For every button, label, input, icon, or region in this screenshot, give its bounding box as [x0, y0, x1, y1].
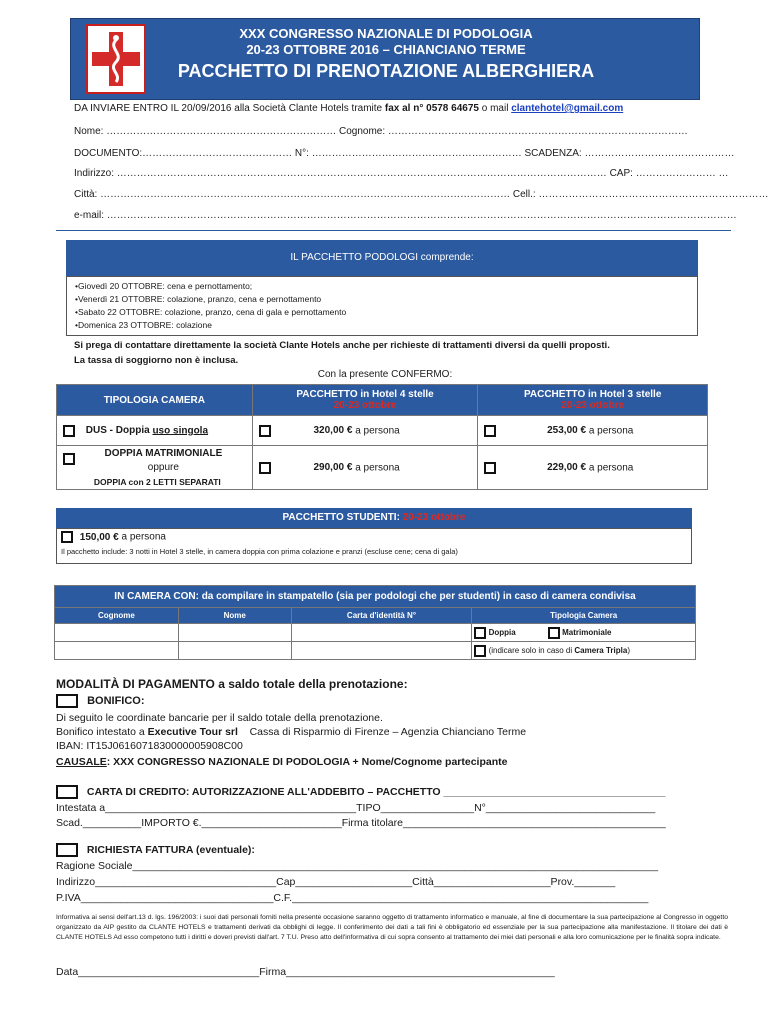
col-4-stars: PACCHETTO in Hotel 4 stelle 20-23 ottobre [252, 385, 478, 416]
table-row: (indicare solo in caso di Camera Tripla) [55, 642, 696, 660]
cognome-cell[interactable] [55, 624, 179, 642]
package-item: •Venerdì 21 OTTOBRE: colazione, pranzo, cena e pernottamento [75, 294, 322, 304]
name-field[interactable]: Nome: …………………………………………………………… Cognome: ……………………………………………………………………………… [74, 126, 688, 137]
privacy-notice: Informativa ai sensi dell'art.13 d. lgs. 196/2003: i suoi dati personali forniti nella presente occasione saranno oggetto di trattamento informatico e manuale, al fine di documentare la sua partecipazione al Congresso in oggetto organizzato da AIP gestito da CLANTE HOTELS e trattamenti derivati da obblighi di legge. Il conferimento dei dati a tali fini è obbligatorio ed essenziale per la sua partecipazione alla manifestazione. Il titolare dei dati è CLANTE HOTELS Ad esso competono tutti i diritti e doveri previsti dall'art. 7 T.U. Preso atto dell'informativa di cui sopra consento al trattamento dei miei dati personali e alla loro comunicazione per le finalità sopra indicate. [56, 914, 728, 941]
students-body: 150,00 € a persona Il pacchetto include: 3 notti in Hotel 3 stelle, in camera doppia con prima colazione e pranzi (escluse cene; cena di gala) [56, 528, 692, 564]
checkbox[interactable] [548, 627, 560, 639]
email-field[interactable]: e-mail: ……………………………………………………………………………………………………………………………………………………………………… [74, 210, 737, 221]
checkbox[interactable] [61, 531, 73, 543]
signature-line[interactable]: Data_______________________________Firma______________________________________________ [56, 966, 555, 978]
package-item: •Sabato 22 OTTOBRE: colazione, pranzo, cena di gala e pernottamento [75, 307, 347, 317]
checkbox[interactable] [484, 425, 496, 437]
iban-text: IBAN: IT15J0616071830000005908C00 [56, 740, 243, 752]
company-name-field[interactable]: Ragione Sociale__________________________________________________________________________________________ [56, 860, 659, 872]
shared-room-table: IN CAMERA CON: da compilare in stampatello (sia per podologi che per studenti) in caso di camera condivisa Cognome Nome Carta d'identità N° Tipologia Camera Doppia Matrimoniale (indicare solo in caso di Camera Tripla) [54, 585, 696, 660]
room-dus: DUS - Doppia uso singola [57, 416, 253, 446]
credit-card-label: CARTA DI CREDITO: AUTORIZZAZIONE ALL'ADDEBITO – PACCHETTO ______________________________________ [86, 785, 666, 798]
checkbox[interactable] [63, 453, 75, 465]
red-cross-icon [88, 26, 144, 92]
table-row: DOPPIA MATRIMONIALE oppure DOPPIA con 2 LETTI SEPARATI 290,00 € a persona 229,00 € a persona [57, 446, 708, 490]
checkbox[interactable] [56, 694, 78, 708]
congress-dates: 20-23 OTTOBRE 2016 – CHIANCIANO TERME [246, 42, 526, 57]
table-row: Doppia Matrimoniale [55, 624, 696, 642]
vat-field[interactable]: P.IVA_________________________________C.F._____________________________________________________________ [56, 892, 649, 904]
checkbox[interactable] [474, 645, 486, 657]
card-expiry-field[interactable]: Scad.__________IMPORTO €.________________________Firma titolare_____________________________________________ [56, 817, 666, 829]
checkbox[interactable] [56, 843, 78, 857]
address-field[interactable]: Indirizzo: ………………………………………………………………………………………………………………………………… CAP: …………………… … [74, 168, 729, 179]
room-double: DOPPIA MATRIMONIALE oppure DOPPIA con 2 LETTI SEPARATI [57, 446, 253, 490]
room-table [56, 384, 708, 490]
col-3-stars: PACCHETTO in Hotel 3 stelle 20-23 ottobre [478, 385, 708, 416]
divider [56, 230, 731, 231]
city-field[interactable]: Città: …………………………………………………………………………………………………………… Cell.: …………………………………………………………… [74, 189, 769, 200]
card-holder-field[interactable]: Intestata a___________________________________________TIPO________________N°_____________________________ [56, 802, 656, 814]
package-item: •Domenica 23 OTTOBRE: colazione [75, 320, 212, 330]
checkbox[interactable] [474, 627, 486, 639]
table-row: DUS - Doppia uso singola 320,00 € a persona 253,00 € a persona [57, 416, 708, 446]
congress-title: XXX CONGRESSO NAZIONALE DI PODOLOGIA [239, 26, 533, 41]
checkbox[interactable] [56, 785, 78, 799]
id-card-cell[interactable] [291, 624, 472, 642]
confirm-label: Con la presente CONFERMO: [317, 369, 453, 380]
col-room-type: TIPOLOGIA CAMERA [57, 385, 253, 416]
form-title: PACCHETTO DI PRENOTAZIONE ALBERGHIERA [177, 61, 595, 81]
shared-room-header: IN CAMERA CON: da compilare in stampatello (sia per podologi che per studenti) in caso di camera condivisa [55, 586, 696, 608]
students-include: Il pacchetto include: 3 notti in Hotel 3 stelle, in camera doppia con prima colazione e pranzi (escluse cene; cena di gala) [61, 547, 458, 556]
causale-text: CAUSALE: XXX CONGRESSO NAZIONALE DI PODOLOGIA + Nome/Cognome partecipante [56, 756, 508, 768]
document-field[interactable]: DOCUMENTO:……………………………………… N°: ……………………………………………………… SCADENZA: ……………………………………… [74, 148, 735, 159]
nome-cell[interactable] [178, 642, 291, 660]
checkbox[interactable] [63, 425, 75, 437]
invoice-label: RICHIESTA FATTURA (eventuale): [86, 843, 255, 856]
checkbox[interactable] [259, 462, 271, 474]
contact-email-link[interactable]: clantehotel@gmail.com [511, 103, 624, 114]
cognome-cell[interactable] [55, 642, 179, 660]
checkbox[interactable] [484, 462, 496, 474]
payment-title: MODALITÀ DI PAGAMENTO a saldo totale della prenotazione: [56, 677, 408, 691]
package-header: IL PACCHETTO PODOLOGI comprende: [66, 240, 698, 276]
nome-cell[interactable] [178, 624, 291, 642]
podology-logo [86, 24, 146, 94]
contact-note: Si prega di contattare direttamente la società Clante Hotels anche per richieste di trattamenti diversi da quelli proposti. [74, 340, 610, 351]
tax-note: La tassa di soggiorno non è inclusa. [74, 355, 239, 366]
students-header: PACCHETTO STUDENTI: 20-23 ottobre [56, 508, 692, 528]
checkbox[interactable] [259, 425, 271, 437]
package-item: •Giovedì 20 OTTOBRE: cena e pernottamento; [75, 281, 253, 291]
send-instructions: DA INVIARE ENTRO IL 20/09/2016 alla Società Clante Hotels tramite fax al n° 0578 64675 o mail clantehotel@gmail.com [74, 103, 624, 114]
package-items [66, 276, 698, 336]
header-banner [70, 18, 700, 100]
invoice-address-field[interactable]: Indirizzo_______________________________Cap____________________Città____________________Prov._______ [56, 876, 616, 888]
bonifico-label: BONIFICO: [87, 694, 145, 707]
id-card-cell[interactable] [291, 642, 472, 660]
